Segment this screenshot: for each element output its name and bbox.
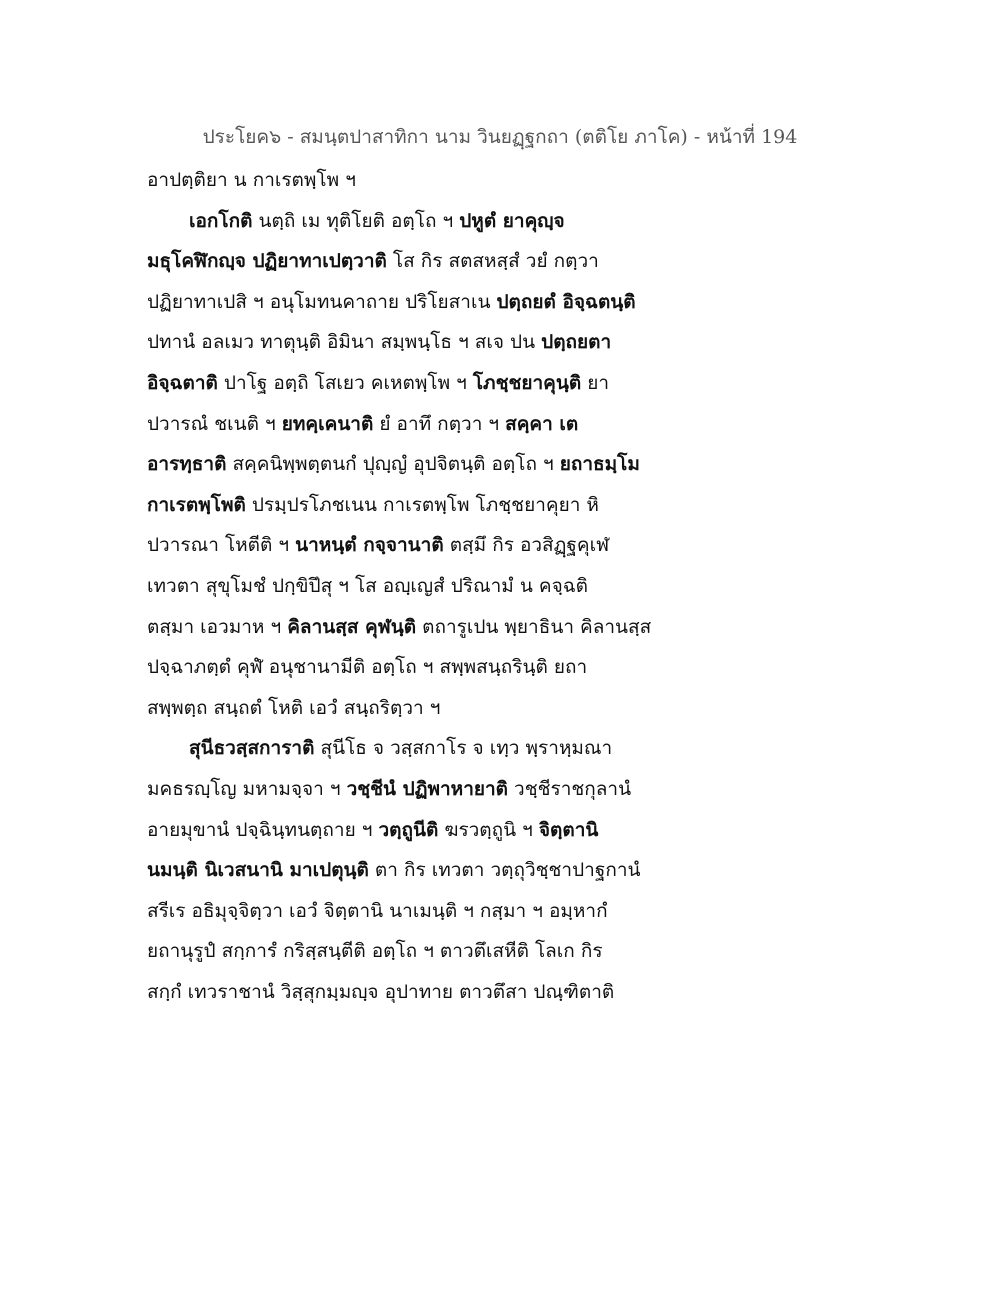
bold-term: อิจฺฉตาติ [147,371,218,394]
text-run: สุนีโธ จ วสฺสกาโร จ เทฺว พฺราหฺมณา [314,737,613,760]
text-run: ฆรวตฺถูนิ ฯ [438,818,539,841]
document-body [147,160,677,1012]
text-run: วชฺชีราชกุลานํ [508,777,632,800]
text-line [147,485,677,526]
text-run: ตสฺมา เอวมาห ฯ [147,615,288,638]
text-line [147,688,677,729]
bold-term: นาหนฺตํ กจฺจานาติ [295,534,444,557]
text-run: ยา [581,371,610,394]
bold-term: ปตฺถยตา [541,331,612,354]
text-run: ตา กิร เทวตา วตฺถุวิชฺชาปาฐกานํ [368,859,641,882]
text-run: ตสฺมึ กิร อวสิฏฺฐคุเฬ [443,534,610,557]
text-line [147,850,677,891]
text-line [147,728,677,769]
text-line [147,891,677,932]
text-run: ปจฺฉาภตฺตํ คุฬํ อนุชานามีติ อตฺโถ ฯ สพฺพสนฺถรินฺติ ยถา [147,656,588,679]
bold-term: จิตฺตานิ [538,818,599,841]
text-run: ปวารณา โหตีติ ฯ [147,534,296,557]
text-run: ตถารูเปน พฺยาธินา คิลานสฺส [416,615,652,638]
text-run: ปฏิยาทาเปสิ ฯ อนุโมทนคาถาย ปริโยสาเน [147,290,497,313]
text-run: มคธรญฺโญ มหามจฺจา ฯ [147,777,347,800]
text-run: ปวารณํ ชเนติ ฯ [147,412,282,435]
text-line [147,972,677,1013]
text-line [147,931,677,972]
text-line [147,444,677,485]
text-line [147,241,677,282]
text-line [147,566,677,607]
text-run: ปทานํ อลเมว ทาตุนฺติ อิมินา สมฺพนฺโธ ฯ สเจ ปน [147,331,542,354]
bold-term: วชฺชีนํ ปฏิพาหายาติ [346,777,509,800]
text-line [147,769,677,810]
text-line [147,607,677,648]
text-run: ยถานุรูปํ สกฺการํ กริสฺสนฺตีติ อตฺโถ ฯ ตาวตึเสหีติ โลเก กิร [147,940,603,963]
text-run: เทวตา สุขุโมชํ ปกฺขิปึสุ ฯ โส อญฺเญสํ ปริณามํ น คจฺฉติ [147,574,588,597]
text-run: ยํ อาทึ กตฺวา ฯ [373,412,506,435]
text-line [147,201,677,242]
text-line [147,647,677,688]
text-line [147,322,677,363]
bold-term: เอกโกติ [189,209,253,232]
text-line [147,363,677,404]
text-run: สคฺคนิพฺพตฺตนกํ ปุญฺญํ อุปจิตนฺติ อตฺโถ ฯ [226,453,560,476]
text-run: นตฺถิ เม ทุติโยติ อตฺโถ ฯ [252,209,460,232]
text-run: อาปตฺติยา น กาเรตพฺโพ ฯ [147,169,356,191]
text-run: สกฺกํ เทวราชานํ วิสฺสุกมฺมญฺจ อุปาทาย ตาวตึสา ปณฺฑิตาติ [147,980,615,1003]
text-line [147,404,677,445]
bold-term: สคฺคา เต [505,412,579,435]
text-line [147,810,677,851]
text-line [147,525,677,566]
bold-term: กาเรตพฺโพติ [147,493,246,516]
bold-term: ยทคฺเคนาติ [281,412,374,435]
page-header [0,122,1000,152]
text-run: ปรมฺปรโภชเนน กาเรตพฺโพ โภชฺชยาคุยา หิ [245,493,599,516]
bold-term: คิลานสฺส คุฬนฺติ [287,615,417,638]
text-line [147,282,677,323]
bold-term: วตฺถูนีติ [378,818,439,841]
bold-term: ยถาธมฺโม [559,453,640,476]
bold-term: อารทฺธาติ [147,453,227,476]
text-run: อายมุขานํ ปจฺฉินฺทนตฺถาย ฯ [147,818,379,841]
bold-term: ปตฺถยตํ อิจฺฉตนฺติ [496,290,636,313]
bold-term: มธุโคฬิกญฺจ ปฏิยาทาเปตฺวาติ [147,250,387,273]
bold-term: สุนีธวสฺสการาติ [189,737,315,760]
page-header-text: ประโยค๖ - สมนฺตปาสาทิกา นาม วินยฏฺฐกถา (ตติโย ภาโค) - หน้าที่ 194 [202,126,798,148]
bold-term: โภชฺชยาคุนฺติ [472,371,582,394]
text-run: โส กิร สตสหสฺสํ วยํ กตฺวา [386,250,599,273]
bold-term: ปหูตํ ยาคุญฺจ [459,209,565,232]
text-run: สพฺพตฺถ สนฺถตํ โหติ เอวํ สนฺถริตฺวา ฯ [147,696,441,719]
text-run: สรีเร อธิมุจฺจิตฺวา เอวํ จิตฺตานิ นาเมนฺติ ฯ กสฺมา ฯ อมฺหากํ [147,899,608,922]
text-run: ปาโฐ อตฺถิ โสเยว คเหตพฺโพ ฯ [217,371,473,394]
text-line [147,160,677,201]
bold-term: นมนฺติ นิเวสนานิ มาเปตุนฺติ [147,859,369,882]
